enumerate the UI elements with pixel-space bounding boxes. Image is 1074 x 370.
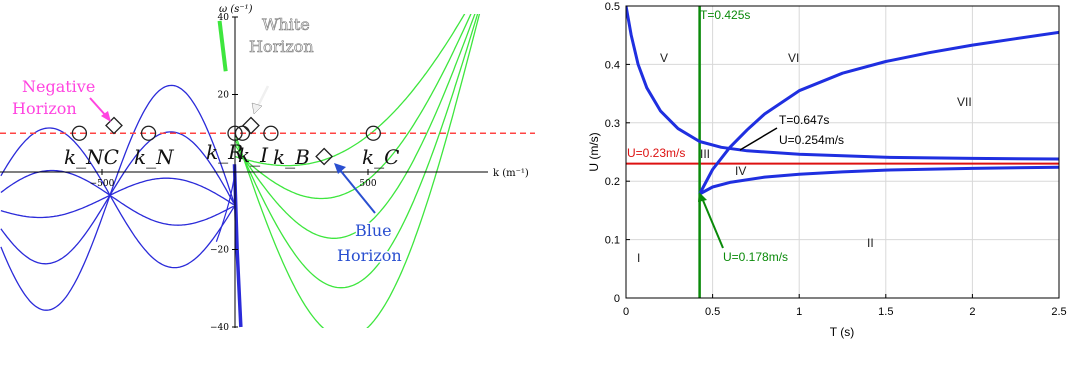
y-tick-label: 0.4: [604, 59, 620, 72]
y-tick-label: 0.1: [604, 234, 620, 247]
region-label-ii: II: [867, 236, 874, 250]
x-tick-label: 500: [359, 179, 377, 189]
y-axis-label: ω (s⁻¹): [219, 4, 253, 15]
x-axis-label: T (s): [829, 325, 855, 339]
x-tick-label: 2: [969, 306, 976, 318]
k-r-label: k_R: [206, 140, 244, 164]
k-c-label: k_C: [362, 145, 400, 169]
region-label-i: I: [637, 251, 641, 265]
plot-background: [626, 6, 1059, 298]
hline-label: U=0.23m/s: [627, 146, 686, 160]
horizon-diamond: [243, 118, 259, 134]
k-i-label: k_I: [238, 143, 269, 167]
negative-horizon-annotation: [12, 77, 111, 122]
white-horizon-line2: Horizon: [249, 37, 314, 56]
blue-curve: [1, 85, 234, 310]
negative-horizon-line1: Negative: [22, 77, 96, 96]
y-tick-label: 40: [217, 13, 229, 23]
y-tick-label: 0.5: [604, 1, 620, 13]
x-tick-label: 0.5: [704, 306, 721, 318]
white-horizon-arrow: [257, 86, 268, 108]
x-axis-label: k (m⁻¹): [493, 168, 529, 179]
region-label-iii: III: [700, 147, 711, 161]
green-curve: [235, 0, 527, 238]
white-horizon-arrowhead: [252, 103, 262, 114]
white-horizon-annotation: [249, 15, 314, 114]
y-tick-label: 0: [613, 293, 620, 305]
y-tick-label: −20: [210, 245, 229, 256]
blue-horizon-line1: Blue: [355, 221, 392, 240]
y-tick-label: 0.2: [604, 176, 620, 189]
green-steep-branch: [220, 21, 226, 71]
x-tick-label: 1.5: [878, 306, 894, 318]
vline-label: T=0.425s: [700, 8, 751, 22]
blue-horizon-line2: Horizon: [337, 246, 402, 265]
region-label-v: V: [660, 51, 669, 65]
x-tick-label: 0: [622, 306, 630, 318]
y-tick-label: 20: [217, 90, 229, 101]
region-label-vi: VI: [788, 51, 800, 65]
minimum-callout-text: U=0.178m/s: [723, 250, 789, 264]
k-b-label: k_B: [273, 145, 310, 169]
x-tick-label: 1: [796, 306, 803, 318]
region-label-vii: VII: [957, 95, 972, 109]
intersection-callout-u: U=0.254m/s: [779, 133, 845, 147]
y-tick-label: 0.3: [604, 117, 620, 130]
y-tick-label: −40: [210, 323, 229, 333]
y-axis-label: U (m/s): [587, 132, 601, 172]
dispersion-chart: [0, 0, 535, 338]
x-tick-label: 2.5: [1051, 306, 1067, 318]
negative-horizon-line2: Horizon: [12, 99, 77, 118]
x-tick-label: −500: [89, 179, 115, 189]
blue-horizon-arrow: [340, 170, 375, 213]
k-n-label: k_N: [134, 145, 174, 169]
white-horizon-line1: White: [262, 15, 310, 34]
blue-curves: [1, 85, 244, 327]
k-nc-label: k_NC: [64, 145, 119, 169]
velocity-period-chart: [587, 1, 1067, 339]
intersection-callout-t: T=0.647s: [779, 113, 830, 127]
region-label-iv: IV: [735, 164, 747, 178]
